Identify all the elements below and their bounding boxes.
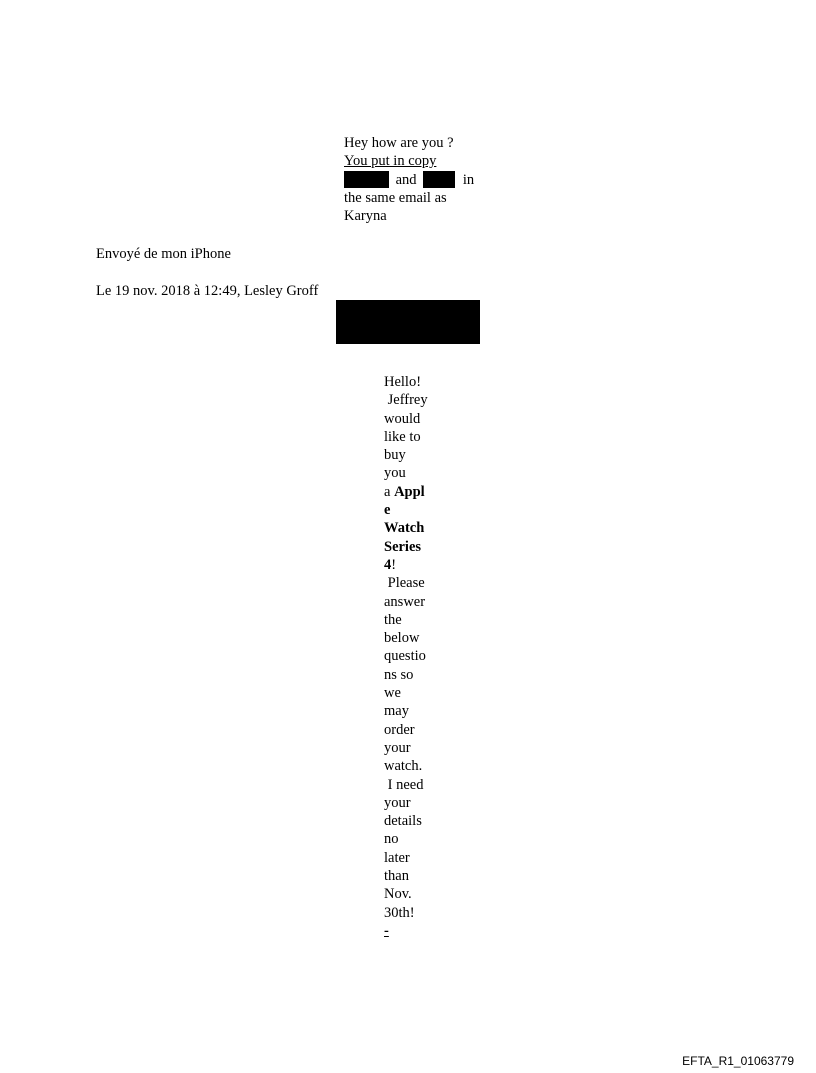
message-line: your — [384, 739, 411, 756]
reply-line: You put in copy — [344, 153, 437, 170]
message-line: 30th! — [384, 904, 415, 921]
message-line: questio — [384, 648, 426, 665]
message-bold: Series — [384, 538, 422, 555]
message-line — [384, 556, 444, 574]
message-line: answer — [384, 593, 426, 610]
message-line — [384, 483, 444, 501]
message-line: details — [384, 813, 422, 830]
message-line: buy — [384, 447, 406, 464]
reply-text — [344, 134, 479, 225]
message-word: ! — [391, 556, 397, 573]
reply-line: the same email as — [344, 189, 447, 206]
message-line: the — [384, 611, 402, 628]
message-line: Jeffrey — [384, 392, 428, 409]
reply-word: in — [462, 171, 475, 188]
redaction-box — [423, 171, 455, 188]
message-line: Please — [384, 575, 425, 592]
redaction-box — [336, 300, 480, 344]
message-line: ns so — [384, 666, 414, 683]
message-line — [384, 519, 444, 537]
email-signature: Envoyé de mon iPhone — [96, 246, 231, 262]
message-line: order — [384, 721, 415, 738]
message-line — [384, 501, 444, 519]
message-line: than — [384, 868, 409, 885]
reply-word: and — [395, 171, 417, 188]
message-line: may — [384, 703, 409, 720]
reply-line-redacted — [344, 171, 479, 189]
quoted-email-header: Le 19 nov. 2018 à 12:49, Lesley Groff — [96, 283, 319, 299]
message-line: below — [384, 630, 420, 647]
message-line: later — [384, 849, 410, 866]
message-line: like to — [384, 428, 421, 445]
reply-line: Hey how are you ? — [344, 135, 454, 151]
message-bold: e — [384, 502, 391, 519]
message-bold: 4 — [384, 556, 392, 573]
message-line: Hello! — [384, 374, 422, 390]
message-bold: Watch — [384, 520, 425, 537]
message-link-dash[interactable] — [384, 922, 444, 940]
message-line: you — [384, 465, 406, 482]
message-line: would — [384, 410, 421, 427]
message-line: we — [384, 685, 401, 702]
message-line — [384, 538, 444, 556]
message-line: I need — [384, 776, 424, 793]
reply-line: Karyna — [344, 208, 387, 225]
message-line: your — [384, 794, 411, 811]
message-line: watch. — [384, 758, 423, 775]
quoted-message — [384, 373, 444, 940]
redaction-box — [344, 171, 389, 188]
document-id-footer: EFTA_R1_01063779 — [682, 1054, 794, 1068]
message-bold: Appl — [394, 483, 425, 500]
message-line: Nov. — [384, 886, 412, 903]
message-line: no — [384, 831, 399, 848]
message-word: a — [384, 483, 395, 500]
link-dash[interactable]: - — [384, 922, 389, 939]
